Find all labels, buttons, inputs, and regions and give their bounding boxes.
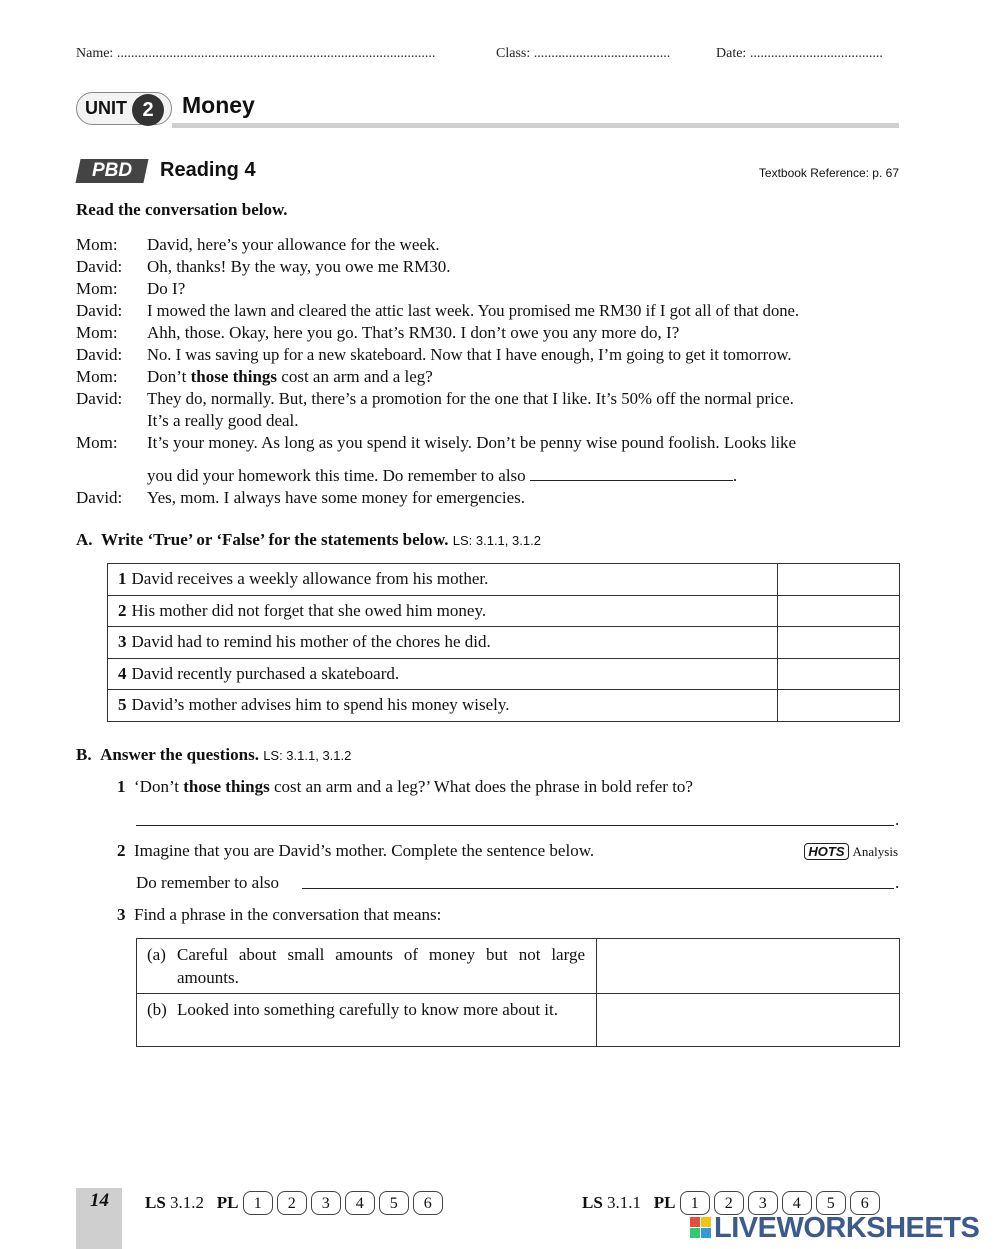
answer-cell[interactable] bbox=[778, 627, 900, 659]
statement: 3 David had to remind his mother of the chores he did. bbox=[108, 627, 778, 659]
question-1: 1 ‘Don’t those things cost an arm and a leg?’ What does the phrase in bold refer to? bbox=[117, 777, 693, 796]
table-row bbox=[108, 595, 900, 627]
answer-cell[interactable] bbox=[597, 939, 900, 994]
footer-right-levels: LS 3.1.1 PL 1 2 3 4 5 6 bbox=[582, 1191, 884, 1215]
answer-cell[interactable] bbox=[778, 595, 900, 627]
speaker: David: bbox=[76, 257, 123, 276]
definition: (a) Careful about small amounts of money but not large amounts. bbox=[137, 939, 597, 994]
pbd-badge: PBD bbox=[75, 159, 148, 183]
dialogue-line bbox=[76, 256, 900, 278]
fill-in-blank[interactable] bbox=[530, 467, 733, 481]
speech: I mowed the lawn and cleared the attic last week. You promised me RM30 if I got all of that done. bbox=[147, 301, 800, 320]
dialogue-line bbox=[76, 278, 900, 300]
section-a-heading: A. Write ‘True’ or ‘False’ for the statements below. LS: 3.1.1, 3.1.2 bbox=[76, 530, 541, 549]
table-row bbox=[108, 658, 900, 690]
answer-line[interactable] bbox=[302, 888, 894, 889]
speech: It’s your money. As long as you spend it wisely. Don’t be penny wise pound foolish. Looks like bbox=[147, 433, 797, 452]
speech: Oh, thanks! By the way, you owe me RM30. bbox=[147, 257, 451, 276]
speech: Do I? bbox=[147, 279, 186, 298]
hots-badge: HOTS bbox=[804, 843, 848, 860]
table-row bbox=[137, 994, 900, 1047]
pl-box[interactable]: 5 bbox=[816, 1191, 846, 1215]
bold-phrase: those things bbox=[190, 367, 278, 386]
pl-box[interactable]: 4 bbox=[345, 1191, 375, 1215]
reading-title: Reading 4 bbox=[160, 159, 256, 181]
speaker: Mom: bbox=[76, 279, 118, 298]
statement: 1 David receives a weekly allowance from his mother. bbox=[108, 564, 778, 596]
table-row bbox=[108, 627, 900, 659]
pl-box[interactable]: 4 bbox=[782, 1191, 812, 1215]
unit-header bbox=[76, 92, 899, 128]
answer-cell[interactable] bbox=[778, 690, 900, 722]
question-3: 3 Find a phrase in the conversation that means: bbox=[117, 905, 442, 924]
true-false-table bbox=[107, 563, 900, 722]
definition: (b) Looked into something carefully to know more about it. bbox=[137, 994, 597, 1047]
table-row bbox=[108, 690, 900, 722]
dialogue-line bbox=[76, 432, 900, 488]
speech: Don’t those things cost an arm and a leg? bbox=[147, 367, 433, 386]
hots-tag: HOTS Analysis bbox=[804, 843, 898, 860]
textbook-reference: Textbook Reference: p. 67 bbox=[758, 166, 899, 180]
bold-phrase: those things bbox=[183, 777, 270, 796]
unit-badge bbox=[76, 92, 172, 125]
pl-box[interactable]: 5 bbox=[379, 1191, 409, 1215]
speech-continued: It’s a really good deal. bbox=[147, 411, 299, 430]
answer-cell[interactable] bbox=[597, 994, 900, 1047]
pl-box[interactable]: 3 bbox=[311, 1191, 341, 1215]
liveworksheets-logo-icon bbox=[690, 1217, 712, 1239]
pl-box[interactable]: 6 bbox=[413, 1191, 443, 1215]
statement: 4 David recently purchased a skateboard. bbox=[108, 658, 778, 690]
speaker: Mom: bbox=[76, 323, 118, 342]
period: . bbox=[895, 810, 900, 829]
speech-continued: you did your homework this time. Do remember to also . bbox=[147, 466, 738, 485]
speaker: Mom: bbox=[76, 235, 118, 254]
footer-left-levels: LS 3.1.2 PL 1 2 3 4 5 6 bbox=[145, 1191, 447, 1215]
statement: 5 David’s mother advises him to spend his money wisely. bbox=[108, 690, 778, 722]
name-field-label: Name: ........................................................................................... bbox=[76, 46, 436, 61]
sentence-prompt: Do remember to also bbox=[136, 873, 280, 892]
question-2: 2 Imagine that you are David’s mother. Complete the sentence below. bbox=[117, 841, 595, 860]
pl-box[interactable]: 1 bbox=[243, 1191, 273, 1215]
pl-box[interactable]: 2 bbox=[277, 1191, 307, 1215]
unit-number: 2 bbox=[132, 94, 164, 126]
speaker: David: bbox=[76, 389, 123, 408]
speaker: Mom: bbox=[76, 433, 118, 452]
dialogue-line bbox=[76, 344, 900, 366]
period: . bbox=[895, 873, 900, 892]
speech: Yes, mom. I always have some money for emergencies. bbox=[147, 488, 526, 507]
instruction: Read the conversation below. bbox=[76, 200, 288, 219]
section-b-heading: B. Answer the questions. LS: 3.1.1, 3.1.2 bbox=[76, 745, 352, 764]
unit-word: UNIT bbox=[85, 98, 127, 118]
pl-box[interactable]: 3 bbox=[748, 1191, 778, 1215]
dialogue-line bbox=[76, 322, 900, 344]
phrase-table bbox=[136, 938, 900, 1047]
dialogue-line bbox=[76, 366, 900, 388]
speech: David, here’s your allowance for the week. bbox=[147, 235, 440, 254]
unit-title: Money bbox=[182, 92, 255, 118]
pl-box[interactable]: 6 bbox=[850, 1191, 880, 1215]
learning-standard: LS: 3.1.1, 3.1.2 bbox=[263, 748, 352, 763]
speech: They do, normally. But, there’s a promotion for the one that I like. It’s 50% off the normal price. bbox=[147, 389, 794, 408]
table-row bbox=[137, 939, 900, 994]
answer-line[interactable] bbox=[136, 825, 894, 826]
conversation bbox=[76, 234, 900, 514]
statement: 2 His mother did not forget that she owed him money. bbox=[108, 595, 778, 627]
page-number: 14 bbox=[90, 1190, 109, 1211]
speaker: Mom: bbox=[76, 367, 118, 386]
pl-box[interactable]: 1 bbox=[680, 1191, 710, 1215]
unit-divider bbox=[172, 123, 899, 128]
speaker: David: bbox=[76, 345, 123, 364]
class-field-label: Class: ....................................... bbox=[496, 46, 671, 61]
answer-cell[interactable] bbox=[778, 564, 900, 596]
learning-standard: LS: 3.1.1, 3.1.2 bbox=[452, 533, 541, 548]
dialogue-line bbox=[76, 388, 900, 432]
dialogue-line bbox=[76, 300, 900, 322]
speech: Ahh, those. Okay, here you go. That’s RM30. I don’t owe you any more do, I? bbox=[147, 323, 680, 342]
speaker: David: bbox=[76, 301, 123, 320]
pl-box[interactable]: 2 bbox=[714, 1191, 744, 1215]
date-field-label: Date: ...................................... bbox=[716, 46, 883, 61]
answer-cell[interactable] bbox=[778, 658, 900, 690]
liveworksheets-watermark: LIVEWORKSHEETS bbox=[690, 1212, 979, 1245]
table-row bbox=[108, 564, 900, 596]
speaker: David: bbox=[76, 488, 123, 507]
dialogue-line bbox=[76, 234, 900, 256]
dialogue-line bbox=[76, 487, 900, 509]
speech: No. I was saving up for a new skateboard. Now that I have enough, I’m going to get it tomorrow. bbox=[147, 345, 792, 364]
